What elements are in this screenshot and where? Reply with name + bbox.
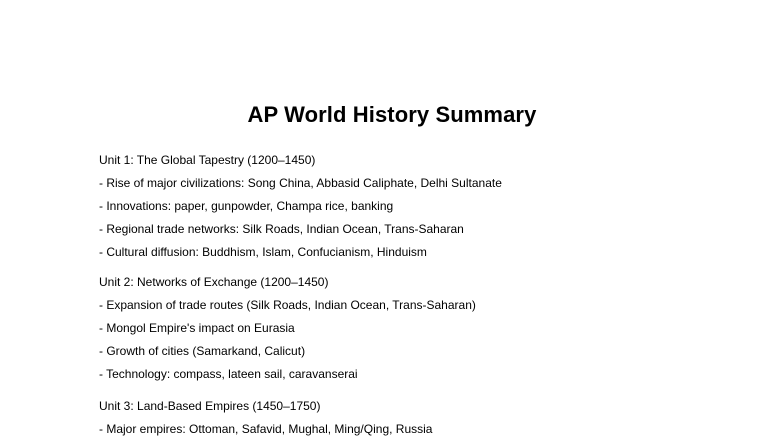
unit-1-bullet-1: - Rise of major civilizations: Song China, Abbasid Caliphate, Delhi Sultanate	[99, 176, 502, 190]
unit-1-heading: Unit 1: The Global Tapestry (1200–1450)	[99, 153, 316, 167]
unit-1-bullet-4: - Cultural diffusion: Buddhism, Islam, Confucianism, Hinduism	[99, 245, 427, 259]
unit-1-bullet-3: - Regional trade networks: Silk Roads, Indian Ocean, Trans-Saharan	[99, 222, 464, 236]
unit-2-bullet-2: - Mongol Empire's impact on Eurasia	[99, 321, 295, 335]
unit-2-heading: Unit 2: Networks of Exchange (1200–1450)	[99, 275, 329, 289]
unit-2-bullet-4: - Technology: compass, lateen sail, caravanserai	[99, 367, 358, 381]
unit-1-bullet-2: - Innovations: paper, gunpowder, Champa rice, banking	[99, 199, 394, 213]
unit-3-heading: Unit 3: Land-Based Empires (1450–1750)	[99, 399, 321, 413]
unit-2-bullet-1: - Expansion of trade routes (Silk Roads, Indian Ocean, Trans-Saharan)	[99, 298, 476, 312]
unit-2-bullet-3: - Growth of cities (Samarkand, Calicut)	[99, 344, 306, 358]
document-title: AP World History Summary	[247, 102, 537, 127]
unit-3-bullet-1: - Major empires: Ottoman, Safavid, Mughal, Ming/Qing, Russia	[99, 422, 433, 436]
